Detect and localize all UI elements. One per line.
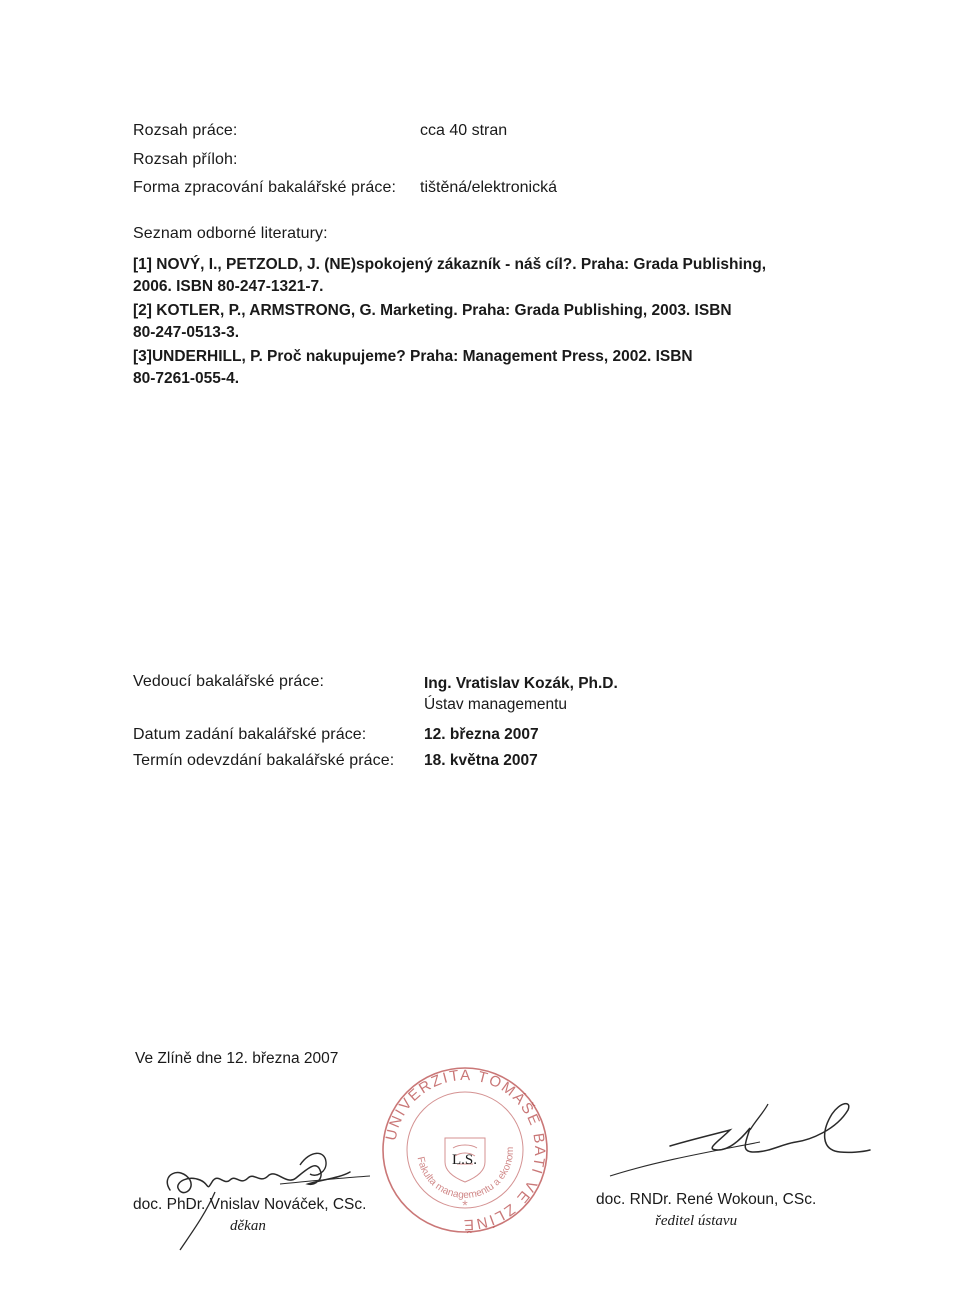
supervisor-dept: Ústav managementu	[424, 696, 568, 713]
stamp-center-label: L.S.	[452, 1152, 478, 1168]
literature-heading: Seznam odborné literatury:	[133, 225, 328, 242]
director-name: doc. RNDr. René Wokoun, CSc.	[596, 1191, 817, 1208]
svg-text:*: *	[462, 1197, 468, 1213]
literature-line: [3]UNDERHILL, P. Proč nakupujeme? Praha: Management Press, 2002. ISBN	[133, 348, 693, 365]
due-label: Termín odevzdání bakalářské práce:	[133, 752, 395, 769]
label-scope: Rozsah práce:	[133, 122, 238, 139]
place-date: Ve Zlíně dne 12. března 2007	[135, 1050, 339, 1067]
supervisor-label: Vedoucí bakalářské práce:	[133, 673, 325, 690]
due-date: 18. května 2007	[424, 752, 538, 769]
assign-label: Datum zadání bakalářské práce:	[133, 726, 367, 743]
stamp-inner-text: Fakulta managementu a ekonomiky	[372, 1052, 517, 1202]
dean-role: děkan	[230, 1218, 266, 1234]
literature-line: 80-247-0513-3.	[133, 324, 239, 341]
value-form: tištěná/elektronická	[420, 179, 557, 196]
label-form: Forma zpracování bakalářské práce:	[133, 179, 397, 196]
supervisor-name: Ing. Vratislav Kozák, Ph.D.	[424, 675, 618, 692]
literature-line: 80-7261-055-4.	[133, 370, 239, 387]
assign-date: 12. března 2007	[424, 726, 539, 743]
value-scope: cca 40 stran	[420, 122, 508, 139]
director-role: ředitel ústavu	[655, 1213, 738, 1229]
label-attachments: Rozsah příloh:	[133, 151, 238, 168]
director-signature	[600, 1090, 880, 1180]
university-stamp	[372, 1052, 555, 1240]
literature-line: [2] KOTLER, P., ARMSTRONG, G. Marketing. Praha: Grada Publishing, 2003. ISBN	[133, 302, 732, 319]
literature-line: [1] NOVÝ, I., PETZOLD, J. (NE)spokojený zákazník - náš cíl?. Praha: Grada Publishing,	[133, 256, 767, 273]
literature-line: 2006. ISBN 80-247-1321-7.	[133, 278, 324, 295]
stamp-outer-text: UNIVERZITA TOMÁŠE BATI VE ZLÍNĚ	[382, 1066, 549, 1234]
dean-name: doc. PhDr. Vnislav Nováček, CSc.	[133, 1196, 367, 1213]
